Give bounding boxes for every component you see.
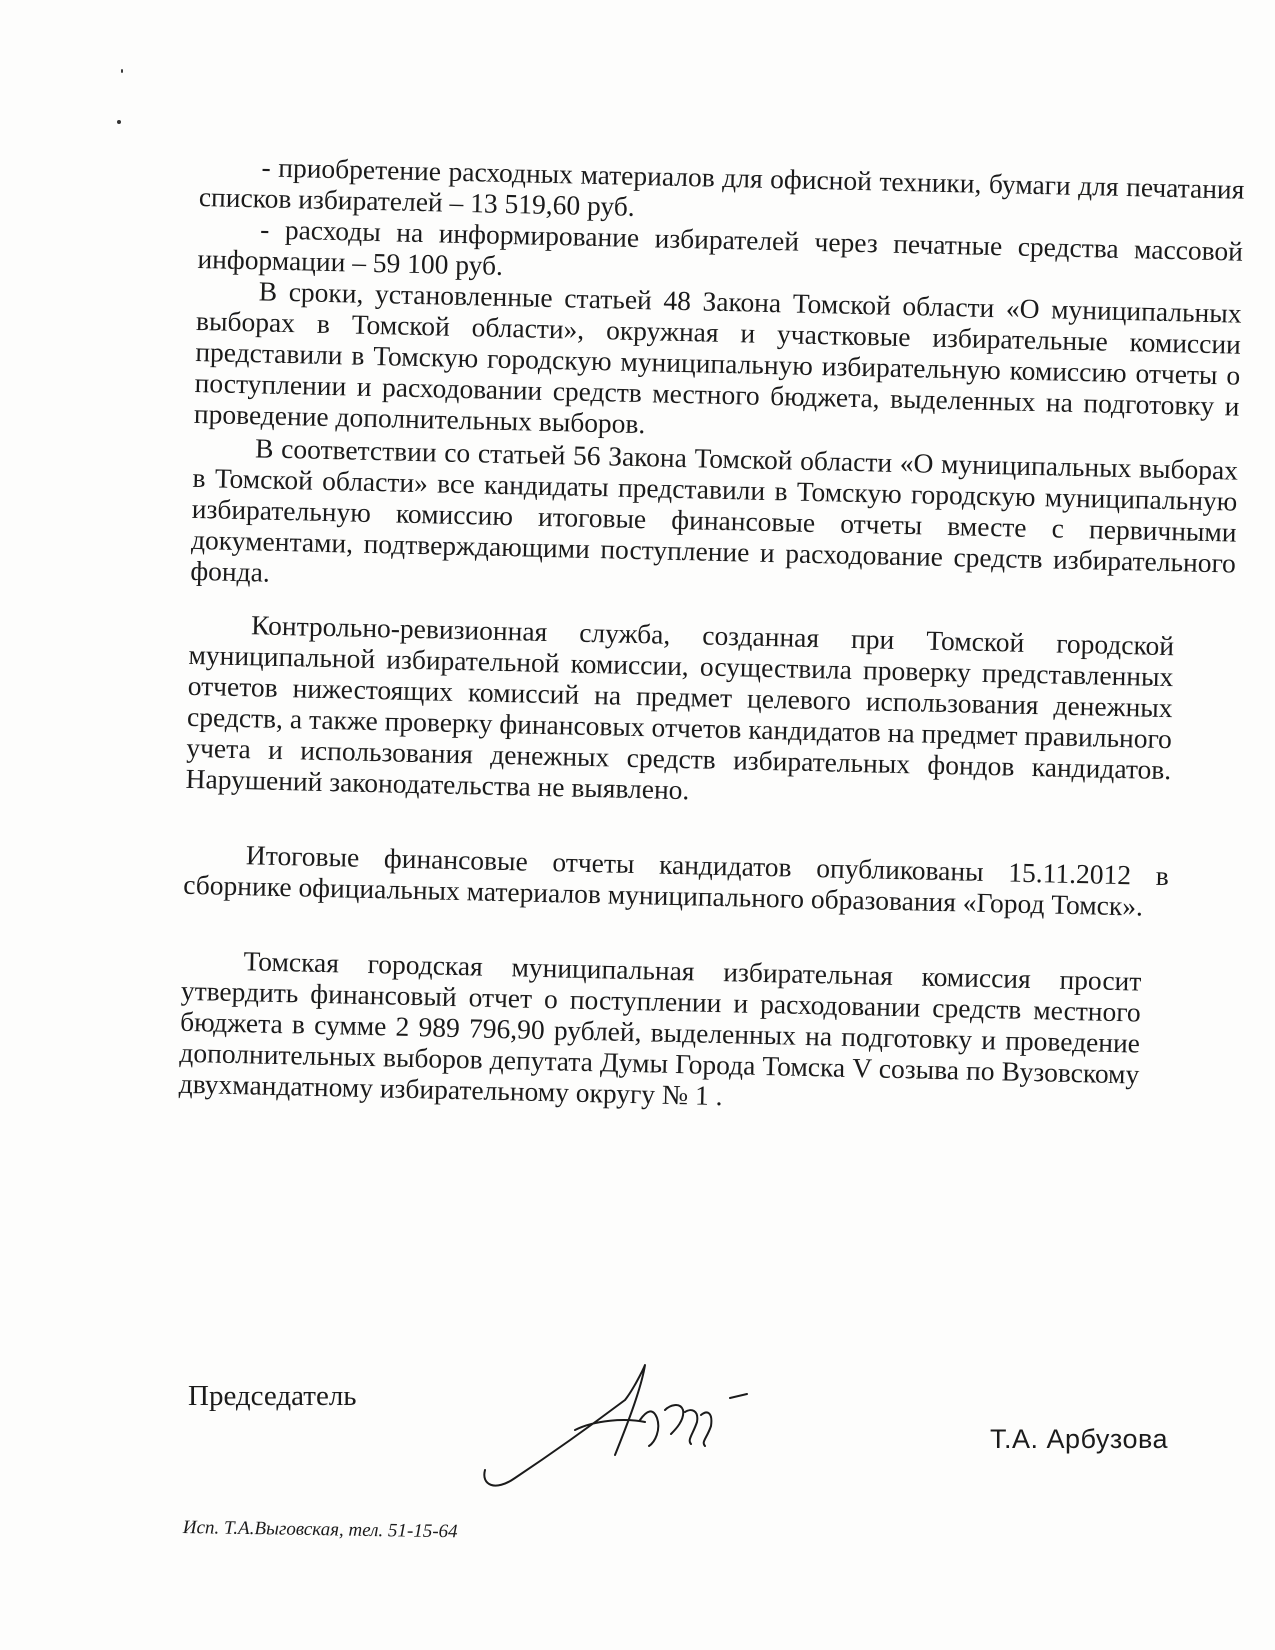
paragraph-audit-service: Контрольно-ревизионная служба, созданная при Томской городской муниципальной избирательной комиссии, осуществила проверку представленных отчетов нижестоящих комиссий на предмет целевого использования денежных средств, а также проверку финансовых отчетов кандидатов на предмет правильного учета и использования денежных средств избирательных фондов кандидатов. Нарушений законодательства не выявлено. [185, 609, 1175, 806]
paragraph-media: - расходы на информирование избирателей через печатные средства массовой информации – 59 100 руб. [197, 213, 1244, 281]
signatory-name: Т.А. Арбузова [990, 1424, 1169, 1454]
paragraph-publication: Итоговые финансовые отчеты кандидатов опубликованы 15.11.2012 в сборнике официальных материалов муниципального образования «Город Томск». [182, 839, 1170, 922]
position-title: Председатель [188, 1380, 357, 1412]
paragraph-commission-reports: В сроки, установленные статьей 48 Закона Томской области «О муниципальных выборах в Томской области», окружная и участковые избирательные комиссии представили в Томскую городскую муниципальную избирательную комиссию отчеты о поступлении и расходовании средств местного бюджета, выделенных на подготовку и проведение дополнительных выборов. [193, 275, 1242, 440]
paragraph-approval-request: Томская городская муниципальная избирательная комиссия просит утвердить финансовый отчет о поступлении и расходовании средств местного бюджета в сумме 2 989 796,90 рублей, выделенных на подготовку и проведение дополнительных выборов депутата Думы Города Томска V созыва по Вузовскому двухмандатному избирательному округу № 1 . [178, 945, 1142, 1112]
paragraph-supplies: - приобретение расходных материалов для офисной техники, бумаги для печатания списков избирателей – 13 519,60 руб. [198, 151, 1245, 222]
paragraph-candidate-reports: В соответствии со статьей 56 Закона Томской области «О муниципальных выборах в Томской области» все кандидаты представили в Томскую городскую муниципальную избирательную комиссию итоговые финансовые отчеты вместе с первичными документами, подтверждающими поступление и расходование средств избирательного фонда. [190, 432, 1239, 588]
executor-contact: Исп. Т.А.Выговская, тел. 51-15-64 [182, 1517, 458, 1543]
handwritten-signature [475, 1360, 765, 1500]
